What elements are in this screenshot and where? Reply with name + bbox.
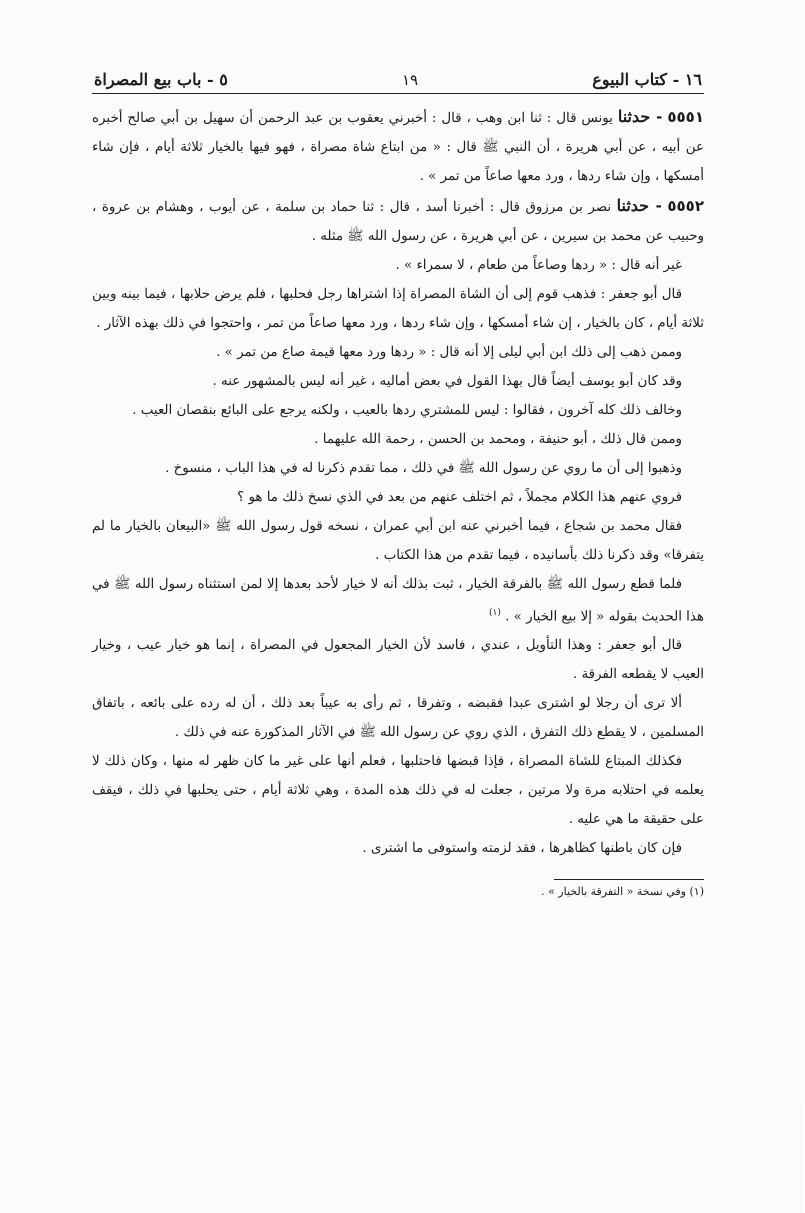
book-title: ١٦ - كتاب البيوع bbox=[592, 70, 702, 89]
paragraph: قال أبو جعفر : وهذا التأويل ، عندي ، فاسد لأن الخيار المجعول في المصراة ، إنما هو خيار عيب ، وخيار العيب لا يقطعه الفرقة . bbox=[92, 638, 704, 683]
paragraph bbox=[92, 570, 704, 631]
paragraph: فروي عنهم هذا الكلام مجملاً ، ثم اختلف عنهم من بعد في الذي نسخ ذلك ما هو ؟ bbox=[237, 490, 682, 505]
book-page bbox=[92, 70, 704, 904]
hadith-opening: حدثنا bbox=[616, 196, 650, 215]
paragraph: وممن قال ذلك ، أبو حنيفة ، ومحمد بن الحسن ، رحمة الله عليهما . bbox=[314, 432, 682, 447]
chapter-title: ٥ - باب بيع المصراة bbox=[94, 70, 228, 89]
paragraph: وقد كان أبو يوسف أيضاً قال بهذا القول في بعض أماليه ، غير أنه ليس بالمشهور عنه . bbox=[212, 374, 682, 389]
page-number: ١٩ bbox=[401, 71, 419, 89]
hadith-5552: ٥٥٥٢ - حدثنا نصر بن مرزوق قال : أخبرنا أسد ، قال : ثنا حماد بن سلمة ، عن أيوب ، وهشام بن عروة ، وحبيب عن محمد بن سيرين ، عن أبي هريرة ، عن رسول الله ﷺ مثله . bbox=[92, 196, 704, 244]
paragraph: وذهبوا إلى أن ما روي عن رسول الله ﷺ في ذلك ، مما تقدم ذكرنا له في هذا الباب ، منسوخ . bbox=[165, 461, 682, 476]
hadith-number: ٥٥٥٢ bbox=[667, 197, 704, 215]
hadith-text: يونس قال : ثنا ابن وهب ، قال : أخبرني يعقوب بن عبد الرحمن أن سهيل بن أبي صالح أخبره عن أبيه ، عن أبي هريرة ، أن النبي ﷺ قال : « من ابتاع شاة مصراة ، فهو فيها بالخيار ثلاثة أيام ، فإن شاء أمسكها ، وإن شاء ردها ، ورد معها صاعاً من تمر » . bbox=[92, 111, 704, 184]
footnote-marker: (١) bbox=[489, 608, 501, 618]
paragraph: ألا ترى أن رجلا لو اشترى عبدا فقبضه ، وتفرقا ، ثم رأى به عيباً بعد ذلك ، أن له رده على بائعه ، باتفاق المسلمين ، لا يقطع ذلك التفرق ، الذي روي عن رسول الله ﷺ في الآثار المذكورة عنه في ذلك . bbox=[92, 696, 704, 741]
paragraph: غير أنه قال : « ردها وصاعاً من طعام ، لا سمراء » . bbox=[395, 258, 682, 273]
paragraph: وخالف ذلك كله آخرون ، فقالوا : ليس للمشتري ردها بالعيب ، ولكنه يرجع على البائع بنقصان العيب . bbox=[132, 403, 682, 418]
hadith-5551: ٥٥٥١ - حدثنا يونس قال : ثنا ابن وهب ، قال : أخبرني يعقوب بن عبد الرحمن أن سهيل بن أبي صالح أخبره عن أبيه ، عن أبي هريرة ، أن النبي ﷺ قال : « من ابتاع شاة مصراة ، فهو فيها بالخيار ثلاثة أيام ، فإن شاء أمسكها ، وإن شاء ردها ، ورد معها صاعاً من تمر » . bbox=[92, 107, 704, 184]
paragraph-text: فلما قطع رسول الله ﷺ بالفرقة الخيار ، ثبت بذلك أنه لا خيار لأحد بعدها إلا لمن استثناه رسول الله ﷺ في هذا الحديث بقوله « إلا بيع الخيار » . bbox=[92, 577, 704, 625]
hadith-number: ٥٥٥١ bbox=[667, 108, 704, 126]
paper-texture bbox=[0, 1100, 805, 1213]
paragraph: فإن كان باطنها كظاهرها ، فقد لزمته واستوفى ما اشترى . bbox=[362, 841, 682, 857]
page-header bbox=[92, 70, 704, 94]
footnote: (١) وفي نسخة « التفرقة بالخيار » . bbox=[541, 885, 704, 899]
paragraph: وممن ذهب إلى ذلك ابن أبي ليلى إلا أنه قال : « ردها ورد معها قيمة صاع من تمر » . bbox=[216, 345, 682, 360]
hadith-opening: حدثنا bbox=[617, 107, 651, 126]
paragraph: فكذلك المبتاع للشاة المصراة ، فإذا قبضها فاحتلبها ، فعلم أنها على غير ما كان ظهر له منها ، وكان ذلك لا يعلمه في احتلابه مرة ولا مرتين ، جعلت له في ذلك هذه المدة ، وهي ثلاثة أيام ، حتى يحلبها في ذلك ، فيقف على حقيقة ما هي عليه . bbox=[92, 754, 704, 828]
paragraph: فقال محمد بن شجاع ، فيما أخبرني عنه ابن أبي عمران ، نسخه قول رسول الله ﷺ «البيعان بالخيار ما لم يتفرقا» وقد ذكرنا ذلك بأسانيده ، فيما تقدم من هذا الكتاب . bbox=[92, 519, 704, 563]
paragraph: قال أبو جعفر : فذهب قوم إلى أن الشاة المصراة إذا اشتراها رجل فحلبها ، فلم يرض حلابها ، فيما بينه وبين ثلاثة أيام ، كان بالخيار ، إن شاء أمسكها ، وإن شاء ردها ، ورد معها صاعاً من تمر ، واحتجوا في ذلك بهذه الآثار . bbox=[92, 287, 704, 331]
page-body bbox=[92, 102, 704, 904]
hadith-text: نصر بن مرزوق قال : أخبرنا أسد ، قال : ثنا حماد بن سلمة ، عن أيوب ، وهشام بن عروة ، وحبيب عن محمد بن سيرين ، عن أبي هريرة ، عن رسول الله ﷺ مثله . bbox=[92, 200, 704, 244]
